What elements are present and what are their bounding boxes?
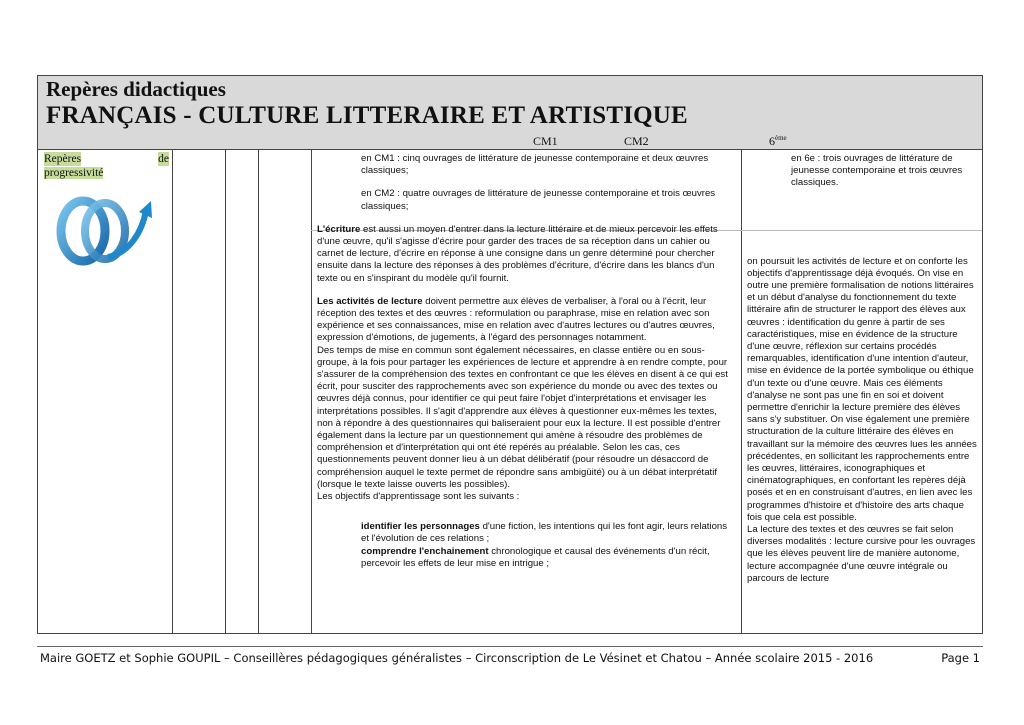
objective-enchainement: comprendre l'enchainement chronologique et causal des événements d'un récit, percevoir les effets de leur mise en intrigue ; [361, 545, 710, 569]
row-label: Repères de progressivité [44, 153, 169, 179]
column-label-6eme: 6ème [769, 134, 787, 148]
paragraph-activites: Les activités de lecture doivent permettre aux élèves de verbaliser, à l'oral ou à l'écrit, leur réception des textes et des œuvres : reformulation ou paraphrase, mise en relation avec son expérience et ses connaissances, mise en relation avec d'autres lectures ou d'autres œuvres, expression d'émotions, de jugements, à l'égard des personnages notamment. [317, 295, 715, 344]
column-label-cm1: CM1 [533, 134, 558, 148]
paragraph-cm1: en CM1 : cinq ouvrages de littérature de jeunesse contemporaine et deux œuvres classiques; [361, 153, 709, 177]
paragraph-6e-poursuite: on poursuit les activités de lecture et on conforte les objectifs d'apprentissage déjà évoqués. On vise en outre une première formalisation de notions littéraires et un début d'analyse du fonctionnement du texte littéraire afin de structurer le rapport des élèves aux œuvres : identification du genre à partir de ses caractéristiques, mise en évidence de la structure d'une œuvre, réflexion sur certains procédés remarquables, identification d'une intention d'auteur, mise en évidence de la portée symbolique ou éthique d'un texte ou d'une œuvre. Mais ces éléments d'analyse ne sont pas une fin en soi et doivent permettre d'enrichir la lecture première des élèves sans s'y substituer. On vise également une première structuration de la culture littéraire des élèves en travaillant sur la mémoire des œuvres lues les années précédentes, en sollicitant les rapprochements entre les œuvres, littéraires, iconographiques et cinématographiques, en confortant les repères déjà posés et en en construisant d'autres, en lien avec les programmes d'histoire et d'histoire des arts chaque fois que cela est possible. [747, 255, 977, 523]
page-number: Page 1 [941, 651, 980, 665]
repere-table [37, 75, 983, 634]
page-subtitle: Repères didactiques [46, 77, 226, 101]
paragraph-6e: en 6e : trois ouvrages de littérature de jeunesse contemporaine et trois œuvres classiques. [791, 153, 963, 189]
page-title: FRANÇAIS - CULTURE LITTERAIRE ET ARTISTIQUE [46, 102, 688, 129]
paragraph-cm2: en CM2 : quatre ouvrages de littérature de jeunesse contemporaine et trois œuvres classiques; [361, 188, 716, 212]
column-divider [741, 149, 742, 633]
column-divider [258, 149, 259, 633]
cm-column-text [317, 153, 735, 570]
page-footer [40, 651, 980, 665]
spiral-arrow-icon [50, 187, 155, 269]
column-divider [982, 149, 983, 633]
column-divider [311, 149, 312, 633]
footer-authors: Maire GOETZ et Sophie GOUPIL – Conseillères pédagogiques généralistes – Circonscription de Le Vésinet et Chatou – Année scolaire 2015 - 2016 [40, 651, 874, 665]
paragraph-6e-modalites: La lecture des textes et des œuvres se fait selon diverses modalités : lecture cursive pour les ouvrages que les élèves peuvent lire de manière autonome, lecture accompagnée d'une œuvre intégrale ou parcours de lecture [747, 524, 976, 584]
table-header [38, 76, 982, 150]
column-label-cm2: CM2 [624, 134, 649, 148]
sixieme-column-text [747, 153, 977, 585]
paragraph-mise-en-commun: Des temps de mise en commun sont également nécessaires, en classe entière ou en sous-groupe, à la fois pour partager les expériences de lecture et apprendre à en rendre compte, pour s'assurer de la compréhension des textes en confrontant ce que les élèves en disent à ce qui est écrit, pour susciter des rapprochements avec son expérience du monde ou avec des textes ou œuvres déjà connus, pour identifier ce qui peut faire l'objet d'interprétations et envisager les interprétations possibles. Il s'agit d'apprendre aux élèves à questionner eux-mêmes les textes, non à répondre à des questionnaires qui baliseraient pour eux la lecture. Il est possible d'entrer également dans la lecture par un questionnement qui amène à résoudre des problèmes de compréhension et d'interprétation qui ont été repérés au préalable. Selon les cas, ces questionnements peuvent donner lieu à un débat délibératif (pour résoudre un désaccord de compréhension auquel le texte permet de répondre sans ambigüité) ou à un débat interprétatif (lorsque le texte laisse ouverts les possibles). [317, 344, 728, 490]
column-divider [172, 149, 173, 633]
footer-divider [37, 646, 983, 647]
objective-personnages: identifier les personnages d'une fiction, les intentions qui les font agir, leurs relations et l'évolution de ces relations ; [361, 521, 728, 545]
column-divider [225, 149, 226, 633]
paragraph-ecriture: L'écriture est aussi un moyen d'entrer dans la lecture littéraire et de mieux percevoir les effets d'une œuvre, qu'il s'agisse d'écrire pour garder des traces de sa réception dans un cahier ou carnet de lecture, d'écrire en réponse à une consigne dans un genre déterminé pour chercher ensuite dans la lecture des réponses à des problèmes d'écriture, d'écrire dans les blancs d'un texte ou en s'inspirant du modèle qu'il fournit. [317, 223, 718, 284]
table-body [38, 149, 982, 633]
paragraph-objectifs: Les objectifs d'apprentissage sont les suivants : [317, 491, 520, 503]
